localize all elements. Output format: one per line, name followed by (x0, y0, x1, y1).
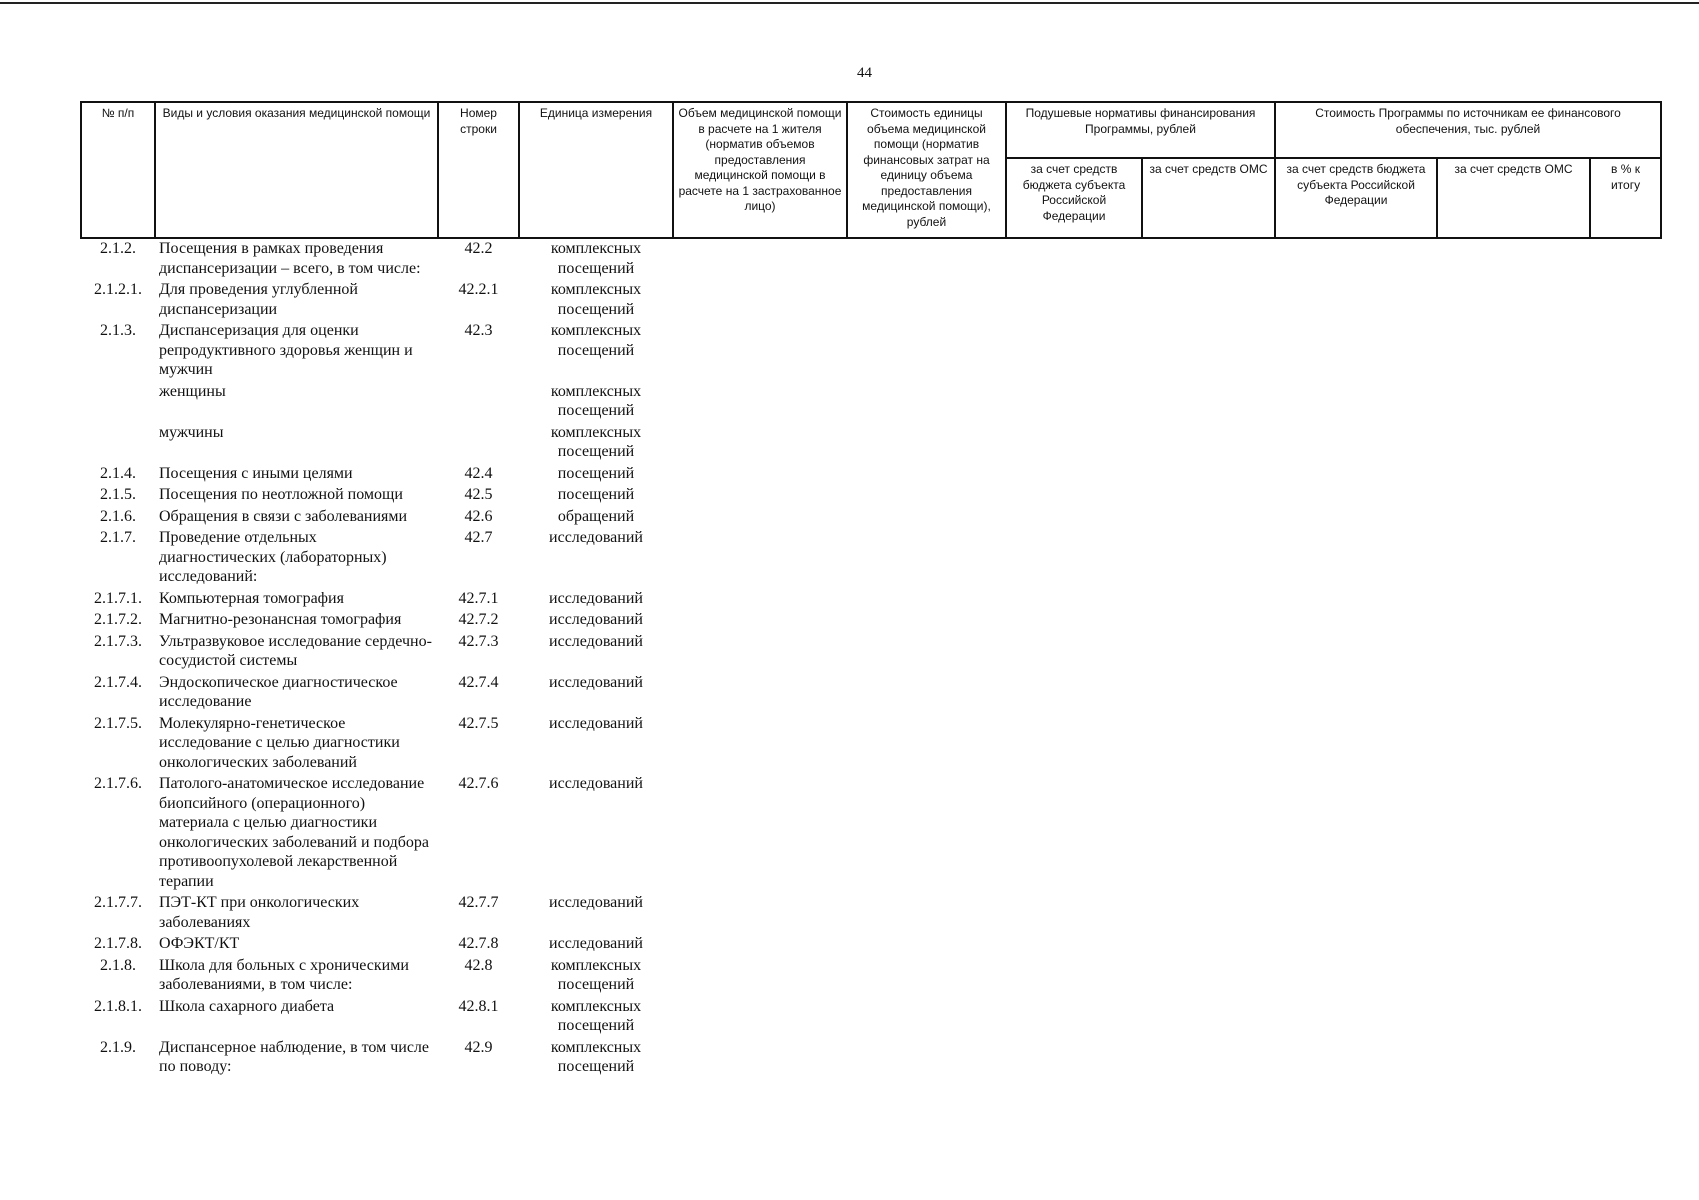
row-unit: комплексных посещений (550, 240, 642, 277)
row-unit: исследований (549, 673, 643, 691)
empty-cell (1437, 321, 1590, 382)
table-row (81, 714, 1661, 775)
row-line-number: 42.7.4 (458, 673, 499, 691)
row-name: Компьютерная томография (159, 589, 344, 607)
table-row (81, 893, 1661, 934)
header-pc-oms: за счет средств ОМС (1142, 158, 1275, 238)
row-name: ОФЭКТ/КТ (159, 935, 240, 952)
table-body (81, 238, 1661, 1079)
empty-cell (1437, 507, 1590, 529)
empty-cell (1006, 714, 1142, 775)
header-program-cost: Стоимость Программы по источникам ее финансового обеспечения, тыс. рублей (1275, 102, 1661, 158)
row-unit: исследований (549, 589, 643, 607)
row-number: 2.1.7.2. (94, 611, 142, 628)
header-volume: Объем медицинской помощи в расчете на 1 жителя (норматив объемов предоставления медицинской помощи в расчете на 1 застрахованное лицо) (673, 102, 847, 238)
row-unit: исследований (549, 611, 643, 628)
table-row (81, 934, 1661, 956)
row-number: 2.1.7.3. (94, 632, 142, 650)
empty-cell (1437, 893, 1590, 934)
empty-cell (1006, 423, 1142, 464)
empty-cell (1006, 893, 1142, 934)
empty-cell (1590, 774, 1661, 893)
empty-cell (1437, 774, 1590, 893)
empty-cell (1590, 280, 1661, 321)
empty-cell (847, 632, 1006, 673)
empty-cell (1437, 280, 1590, 321)
row-line-number: 42.7.6 (458, 775, 499, 792)
empty-cell (1590, 610, 1661, 632)
table-row (81, 423, 1661, 464)
row-number: 2.1.2. (100, 240, 136, 257)
empty-cell (673, 632, 847, 673)
empty-cell (1275, 934, 1437, 956)
empty-cell (847, 507, 1006, 529)
empty-cell (1142, 507, 1275, 529)
empty-cell (1437, 238, 1590, 280)
empty-cell (1006, 528, 1142, 589)
empty-cell (1437, 673, 1590, 714)
row-line-number: 42.7.8 (458, 935, 499, 952)
empty-cell (1275, 280, 1437, 321)
row-name: Ультразвуковое исследование сердечно-сосудистой системы (159, 632, 432, 669)
empty-cell (1275, 997, 1437, 1038)
row-number: 2.1.2.1. (94, 281, 142, 298)
row-name: мужчины (159, 423, 224, 441)
empty-cell (1590, 485, 1661, 507)
empty-cell (1142, 632, 1275, 673)
row-name: Диспансерное наблюдение, в том числе по поводу: (159, 1038, 430, 1075)
empty-cell (847, 528, 1006, 589)
row-number: 2.1.9. (100, 1038, 136, 1056)
empty-cell (1275, 673, 1437, 714)
empty-cell (673, 1038, 847, 1079)
empty-cell (1590, 673, 1661, 714)
table-row (81, 1038, 1661, 1079)
empty-cell (1142, 774, 1275, 893)
empty-cell (673, 714, 847, 775)
row-line-number: 42.7.1 (458, 589, 499, 607)
empty-cell (673, 507, 847, 529)
empty-cell (1437, 485, 1590, 507)
empty-cell (1590, 321, 1661, 382)
empty-cell (1142, 528, 1275, 589)
row-line-number: 42.7.3 (458, 632, 499, 650)
table-row (81, 382, 1661, 423)
empty-cell (1590, 893, 1661, 934)
empty-cell (1006, 382, 1142, 423)
empty-cell (1142, 589, 1275, 611)
empty-cell (1006, 464, 1142, 486)
row-line-number: 42.5 (464, 486, 493, 503)
empty-cell (847, 997, 1006, 1038)
header-row-no: Номер строки (438, 102, 519, 238)
row-number: 2.1.4. (100, 464, 136, 482)
empty-cell (673, 893, 847, 934)
empty-cell (1006, 997, 1142, 1038)
row-unit: исследований (549, 632, 643, 650)
empty-cell (1275, 507, 1437, 529)
top-rule (0, 2, 1699, 4)
empty-cell (1590, 507, 1661, 529)
empty-cell (1275, 714, 1437, 775)
row-unit: комплексных посещений (550, 1038, 642, 1075)
empty-cell (673, 464, 847, 486)
empty-cell (1006, 321, 1142, 382)
header-cost-oms: за счет средств ОМС (1437, 158, 1590, 238)
empty-cell (1590, 956, 1661, 997)
row-unit: комплексных посещений (550, 322, 642, 359)
empty-cell (1275, 1038, 1437, 1079)
empty-cell (1437, 610, 1590, 632)
page-number: 44 (857, 65, 872, 81)
empty-cell (1275, 774, 1437, 893)
empty-cell (1006, 1038, 1142, 1079)
table-row (81, 632, 1661, 673)
empty-cell (847, 589, 1006, 611)
empty-cell (847, 673, 1006, 714)
row-name: Проведение отдельных диагностических (лабораторных) исследований: (159, 529, 387, 585)
table-row (81, 238, 1661, 280)
empty-cell (1142, 934, 1275, 956)
empty-cell (847, 485, 1006, 507)
table-row (81, 673, 1661, 714)
empty-cell (1275, 956, 1437, 997)
empty-cell (1437, 464, 1590, 486)
table-row (81, 464, 1661, 486)
empty-cell (1142, 382, 1275, 423)
empty-cell (1437, 382, 1590, 423)
row-name: ПЭТ-КТ при онкологических заболеваниях (159, 894, 360, 931)
row-unit: исследований (549, 714, 643, 732)
row-line-number: 42.4 (464, 464, 493, 482)
empty-cell (1006, 632, 1142, 673)
empty-cell (1142, 893, 1275, 934)
empty-cell (1437, 423, 1590, 464)
row-number: 2.1.7.5. (94, 714, 142, 732)
empty-cell (1006, 589, 1142, 611)
row-number (81, 382, 155, 423)
empty-cell (1275, 464, 1437, 486)
row-line-number: 42.7.7 (458, 894, 499, 911)
row-number: 2.1.8. (100, 956, 136, 974)
empty-cell (673, 485, 847, 507)
empty-cell (1275, 610, 1437, 632)
row-unit: обращений (557, 507, 635, 525)
empty-cell (1275, 321, 1437, 382)
row-unit: исследований (549, 775, 643, 792)
row-number: 2.1.7.4. (94, 673, 142, 691)
empty-cell (1006, 956, 1142, 997)
row-number (81, 423, 155, 464)
row-unit: исследований (549, 529, 643, 546)
row-number: 2.1.6. (100, 507, 136, 525)
row-name: Для проведения углубленной диспансеризации (159, 281, 358, 318)
table-row (81, 997, 1661, 1038)
row-line-number (438, 423, 519, 464)
empty-cell (1142, 997, 1275, 1038)
row-number: 2.1.7.1. (94, 589, 142, 607)
row-line-number: 42.2.1 (458, 281, 499, 298)
empty-cell (1275, 589, 1437, 611)
table-row (81, 485, 1661, 507)
empty-cell (673, 382, 847, 423)
empty-cell (1275, 382, 1437, 423)
row-name: Диспансеризация для оценки репродуктивного здоровья женщин и мужчин (159, 322, 413, 378)
row-number: 2.1.7. (100, 529, 136, 546)
empty-cell (1437, 632, 1590, 673)
empty-cell (1275, 893, 1437, 934)
empty-cell (1006, 485, 1142, 507)
empty-cell (847, 934, 1006, 956)
empty-cell (1590, 714, 1661, 775)
empty-cell (1275, 485, 1437, 507)
row-line-number: 42.8.1 (458, 997, 499, 1015)
empty-cell (847, 893, 1006, 934)
row-name: Обращения в связи с заболеваниями (159, 507, 408, 525)
empty-cell (1590, 464, 1661, 486)
empty-cell (1142, 610, 1275, 632)
empty-cell (673, 589, 847, 611)
empty-cell (847, 321, 1006, 382)
row-line-number: 42.7.2 (458, 611, 499, 628)
row-name: Посещения с иными целями (159, 464, 353, 482)
row-line-number: 42.3 (464, 322, 493, 339)
table-row (81, 507, 1661, 529)
empty-cell (1006, 610, 1142, 632)
empty-cell (673, 610, 847, 632)
row-number: 2.1.7.8. (94, 935, 142, 952)
empty-cell (1590, 934, 1661, 956)
header-per-capita: Подушевые нормативы финансирования Программы, рублей (1006, 102, 1275, 158)
empty-cell (1275, 632, 1437, 673)
empty-cell (1437, 1038, 1590, 1079)
table-row (81, 528, 1661, 589)
empty-cell (673, 423, 847, 464)
row-line-number: 42.7 (464, 529, 493, 546)
empty-cell (1437, 589, 1590, 611)
empty-cell (673, 934, 847, 956)
empty-cell (673, 528, 847, 589)
table-row (81, 280, 1661, 321)
row-number: 2.1.7.7. (94, 894, 142, 911)
row-line-number: 42.8 (464, 956, 493, 974)
empty-cell (1142, 280, 1275, 321)
empty-cell (847, 464, 1006, 486)
header-cost-budget: за счет средств бюджета субъекта Российской Федерации (1275, 158, 1437, 238)
empty-cell (673, 673, 847, 714)
header-pc-budget: за счет средств бюджета субъекта Российской Федерации (1006, 158, 1142, 238)
row-number: 2.1.5. (100, 486, 136, 503)
row-name: Патолого-анатомическое исследование биопсийного (операционного) материала с целью диагностики онкологических заболеваний и подбора противоопухолевой лекарственной терапии (159, 775, 430, 890)
empty-cell (1142, 464, 1275, 486)
row-unit: комплексных посещений (550, 997, 642, 1034)
empty-cell (1590, 632, 1661, 673)
row-number: 2.1.7.6. (94, 775, 142, 792)
row-unit: исследований (549, 935, 643, 952)
empty-cell (1006, 774, 1142, 893)
table-row (81, 589, 1661, 611)
row-unit: комплексных посещений (550, 382, 642, 419)
empty-cell (1437, 956, 1590, 997)
row-unit: комплексных посещений (550, 956, 642, 993)
row-unit: исследований (549, 894, 643, 911)
empty-cell (673, 321, 847, 382)
row-name: Эндоскопическое диагностическое исследование (159, 673, 398, 710)
header-types: Виды и условия оказания медицинской помощи (155, 102, 438, 238)
empty-cell (1142, 956, 1275, 997)
empty-cell (847, 423, 1006, 464)
empty-cell (1275, 423, 1437, 464)
row-line-number: 42.2 (464, 240, 493, 257)
row-line-number: 42.6 (464, 507, 493, 525)
empty-cell (1590, 528, 1661, 589)
empty-cell (847, 774, 1006, 893)
row-name: Посещения по неотложной помощи (159, 486, 403, 503)
table-row (81, 774, 1661, 893)
row-unit: посещений (557, 464, 635, 482)
row-name: женщины (159, 382, 226, 400)
empty-cell (847, 280, 1006, 321)
empty-cell (1142, 1038, 1275, 1079)
row-unit: посещений (557, 486, 635, 503)
empty-cell (1590, 423, 1661, 464)
empty-cell (1275, 528, 1437, 589)
empty-cell (1006, 673, 1142, 714)
row-line-number: 42.7.5 (458, 714, 499, 732)
empty-cell (1006, 507, 1142, 529)
row-number: 2.1.3. (100, 322, 136, 339)
financing-table (80, 101, 1662, 1079)
empty-cell (847, 714, 1006, 775)
empty-cell (1590, 997, 1661, 1038)
header-cost-unit: Стоимость единицы объема медицинской помощи (норматив финансовых затрат на единицу объема предоставления медицинской помощи), рублей (847, 102, 1006, 238)
empty-cell (673, 280, 847, 321)
header-num: № п/п (81, 102, 155, 238)
table-row (81, 610, 1661, 632)
empty-cell (1006, 280, 1142, 321)
empty-cell (1590, 589, 1661, 611)
empty-cell (1142, 485, 1275, 507)
empty-cell (1590, 1038, 1661, 1079)
row-name: Школа для больных с хроническими заболеваниями, в том числе: (159, 956, 409, 993)
empty-cell (1142, 238, 1275, 280)
empty-cell (847, 1038, 1006, 1079)
empty-cell (847, 238, 1006, 280)
empty-cell (1142, 714, 1275, 775)
empty-cell (847, 956, 1006, 997)
empty-cell (1275, 238, 1437, 280)
empty-cell (1142, 321, 1275, 382)
row-number: 2.1.8.1. (94, 997, 142, 1015)
empty-cell (847, 382, 1006, 423)
row-name: Школа сахарного диабета (159, 997, 335, 1015)
empty-cell (1437, 997, 1590, 1038)
row-line-number: 42.9 (464, 1038, 493, 1056)
row-name: Молекулярно-генетическое исследование с целью диагностики онкологических заболеваний (159, 714, 400, 771)
empty-cell (1437, 528, 1590, 589)
row-name: Посещения в рамках проведения диспансеризации – всего, в том числе: (159, 240, 421, 277)
empty-cell (673, 774, 847, 893)
header-unit: Единица измерения (519, 102, 673, 238)
empty-cell (1437, 714, 1590, 775)
empty-cell (1590, 382, 1661, 423)
empty-cell (1590, 238, 1661, 280)
empty-cell (847, 610, 1006, 632)
empty-cell (673, 956, 847, 997)
empty-cell (1142, 423, 1275, 464)
row-name: Магнитно-резонансная томография (159, 611, 402, 628)
empty-cell (1437, 934, 1590, 956)
row-unit: комплексных посещений (550, 281, 642, 318)
empty-cell (1006, 934, 1142, 956)
empty-cell (1142, 673, 1275, 714)
empty-cell (673, 238, 847, 280)
table-row (81, 321, 1661, 382)
empty-cell (1006, 238, 1142, 280)
empty-cell (673, 997, 847, 1038)
header-cost-pct: в % к итогу (1590, 158, 1661, 238)
row-line-number (438, 382, 519, 423)
table-row (81, 956, 1661, 997)
row-unit: комплексных посещений (550, 423, 642, 460)
